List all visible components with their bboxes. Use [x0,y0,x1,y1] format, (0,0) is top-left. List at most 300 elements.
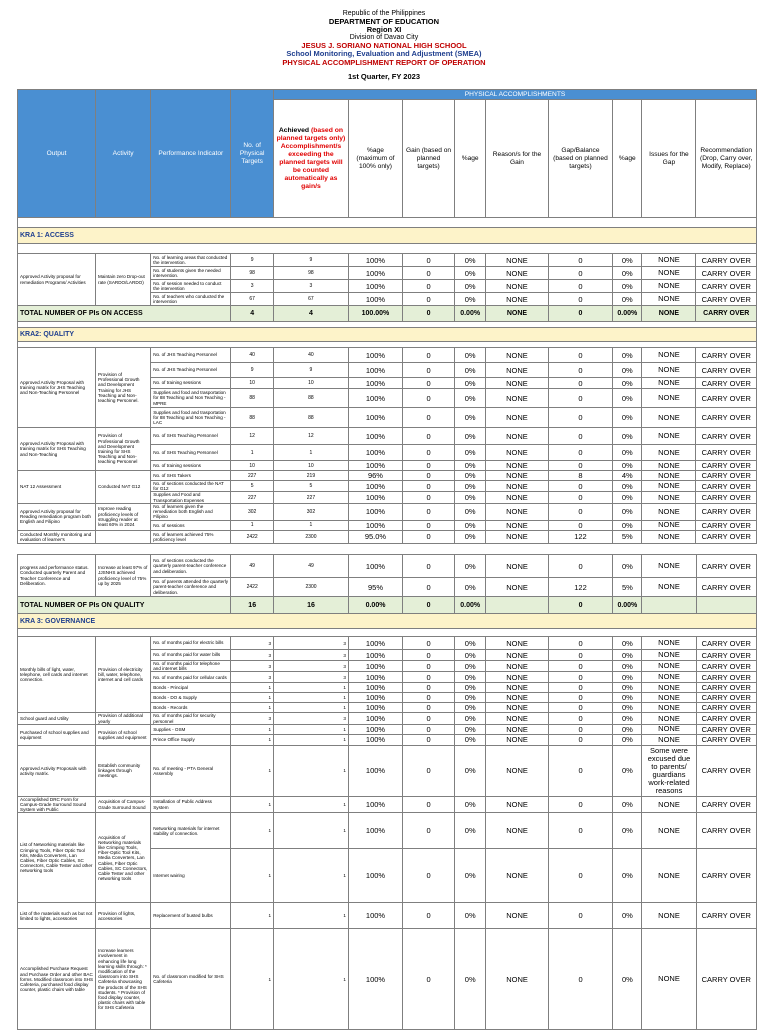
achieved-cell: 3 [274,637,349,650]
gap-cell: 0 [548,481,613,492]
gap-percent-cell: 0% [613,903,642,929]
gain-cell: 0 [403,492,455,503]
indicator-cell: No. of parents attended the quarterly parent-teacher conference and deliberation. [151,578,231,597]
percent-cell: 100% [348,348,402,363]
indicator-cell: Internet wairing [151,849,231,903]
recommendation-cell: CARRY OVER [696,306,757,322]
gap-percent-cell: 0% [613,293,642,306]
gain-percent-cell: 0% [455,703,486,713]
recommendation-cell: CARRY OVER [696,849,756,903]
recommendation-cell: CARRY OVER [696,745,756,796]
gain-percent-cell: 0% [455,254,486,267]
percent-cell: 100% [348,267,402,280]
gap-cell: 0 [548,597,613,614]
achieved-cell: 49 [274,555,349,578]
gap-cell: 0 [548,503,613,520]
gap-cell: 0 [548,363,613,378]
percent-cell: 100% [348,637,402,650]
indicator-cell: No. of JHS Teaching Personnel [151,363,231,378]
output-cell: Approved Activity Proposal with training matrix for JHS Teaching and Non-Teaching Personnel [18,348,96,428]
issues-cell: NONE [642,408,696,428]
output-cell: Purchased of school supplies and equipment [18,724,96,745]
gain-percent-cell: 0% [455,713,486,724]
gain-cell: 0 [403,378,455,389]
gap-percent-cell: 4% [613,471,642,481]
issues-cell: NONE [642,267,696,280]
reason-cell: NONE [486,672,548,683]
issues-cell: NONE [642,389,696,408]
achieved-cell: 88 [273,389,348,408]
targets-cell: 4 [231,306,274,322]
recommendation-cell: CARRY OVER [696,724,756,734]
reason-cell: NONE [486,461,548,471]
gain-percent-cell: 0% [455,745,486,796]
gain-percent-cell: 0% [455,520,486,530]
gain-percent-cell: 0% [455,796,486,813]
recommendation-cell: CARRY OVER [696,348,757,363]
indicator-cell: No. of learners given the remediation both English and Filipino [151,503,231,520]
percent-cell: 100% [348,683,402,693]
percent-cell: 100% [348,796,402,813]
gain-cell: 0 [403,445,455,461]
achieved-cell: 40 [273,348,348,363]
targets-cell: 1 [231,724,274,734]
gain-cell: 0 [403,693,455,703]
achieved-cell: 1 [274,929,349,1030]
percent-cell: 100% [348,254,402,267]
gap-percent-cell: 0% [613,693,642,703]
recommendation-cell: CARRY OVER [696,363,757,378]
targets-cell: 1 [231,929,274,1030]
reason-cell: NONE [486,903,548,929]
gain-percent-cell: 0% [455,408,486,428]
issues-cell: NONE [642,637,696,650]
reason-cell: NONE [486,530,548,543]
percent-cell: 95% [348,578,402,597]
percent-cell: 100% [348,389,402,408]
issues-cell: NONE [642,683,696,693]
gap-cell: 0 [548,520,613,530]
issues-cell: NONE [642,849,696,903]
gap-percent-cell: 0% [613,254,642,267]
kra1-label: KRA 1: ACCESS [18,228,757,244]
gain-cell: 0 [403,745,455,796]
targets-cell: 12 [231,428,274,445]
recommendation-cell: CARRY OVER [696,520,757,530]
gain-cell: 0 [403,637,455,650]
recommendation-cell [696,597,756,614]
col-recommend: Recommendation (Drop, Carry over, Modify, Replace) [696,100,757,218]
issues-cell [642,597,696,614]
recommendation-cell: CARRY OVER [696,492,757,503]
achieved-cell: 1 [273,520,348,530]
indicator-cell: No. of SHS Teaching Personnel [151,445,231,461]
targets-cell: 1 [231,849,274,903]
achieved-cell: 12 [273,428,348,445]
achieved-cell: 10 [273,378,348,389]
recommendation-cell: CARRY OVER [696,408,757,428]
school-name: JESUS J. SORIANO NATIONAL HIGH SCHOOL [301,41,467,50]
percent-cell: 100% [348,293,402,306]
table-row [18,637,757,650]
indicator-cell: No. of learners achieved 75% proficiency level [151,530,231,543]
issues-cell: NONE [642,378,696,389]
gain-percent-cell: 0.00% [455,597,486,614]
reason-cell: NONE [486,492,548,503]
gap-percent-cell: 0% [613,389,642,408]
indicator-cell: Supplies and food and trasportation for 88 Teaching and Non Teaching - MPRE [151,389,231,408]
gain-cell: 0 [403,530,455,543]
recommendation-cell: CARRY OVER [696,481,757,492]
reason-cell: NONE [486,929,548,1030]
indicator-cell: No. of SHS Teaching Personnel [151,428,231,445]
recommendation-cell: CARRY OVER [696,378,757,389]
gain-cell: 0 [403,267,455,280]
activity-cell: Provision of Professional Growth and Development Training for JHS Teaching and Non-teaching Personnel. [96,348,151,428]
targets-cell: 67 [231,293,274,306]
percent-cell: 100% [348,745,402,796]
gain-percent-cell: 0% [455,683,486,693]
table-row [18,428,757,445]
achieved-cell: 1 [274,903,349,929]
gain-percent-cell: 0% [455,293,486,306]
indicator-cell: No. of teachers who conducted the intervention [151,293,231,306]
output-cell: School guard and Utility [18,713,96,724]
percent-cell: 100% [348,445,402,461]
percent-cell: 100% [348,280,402,293]
output-cell: NAT 12 Assessment [18,471,96,504]
reason-cell: NONE [486,408,548,428]
activity-cell: Provision of Professional Growth and Development training for SHS Teaching and Non-teaching Personnel [96,428,151,471]
targets-cell: 1 [231,683,274,693]
table-row [18,471,757,481]
gap-cell: 0 [548,796,613,813]
percent-cell: 100% [348,520,402,530]
recommendation-cell: CARRY OVER [696,254,757,267]
gap-percent-cell: 0% [613,520,642,530]
col-targets: No. of Physical Targets [231,90,274,218]
achieved-cell: 3 [273,280,348,293]
report-quarter: 1st Quarter, FY 2023 [348,72,420,81]
indicator-cell: No. of sessions [151,520,231,530]
issues-cell: NONE [642,445,696,461]
achieved-cell: 67 [273,293,348,306]
reason-cell: NONE [486,471,548,481]
division-line: Division of Davao City [349,34,419,41]
gap-cell: 0 [548,734,613,745]
gain-cell: 0 [403,672,455,683]
reason-cell: NONE [486,267,548,280]
reason-cell: NONE [486,503,548,520]
achieved-cell: 10 [273,461,348,471]
gap-percent-cell: 0% [613,703,642,713]
total-row [18,306,757,322]
output-cell: Approved Activity Proposal with training matrix for SHS Teaching and Non-Teaching [18,428,96,471]
gain-percent-cell: 0% [455,813,486,849]
col-pct1: %age (maximum of 100% only) [348,100,402,218]
gap-cell: 0 [548,903,613,929]
targets-cell: 49 [231,555,274,578]
indicator-cell: Bonds - Principal [151,683,231,693]
recommendation-cell: CARRY OVER [696,578,756,597]
gap-percent-cell: 5% [613,530,642,543]
gain-percent-cell: 0% [455,471,486,481]
targets-cell: 2422 [231,530,274,543]
gap-cell: 0 [548,683,613,693]
issues-cell: NONE [642,520,696,530]
gain-cell: 0 [403,428,455,445]
reason-cell: NONE [486,661,548,672]
gap-percent-cell: 0% [613,503,642,520]
table-row [18,254,757,267]
gain-percent-cell: 0% [455,693,486,703]
indicator-cell: No. of months paid for water bills [151,650,231,661]
indicator-cell: Supplies and food and trasportation for 88 Teaching and Non Teaching - LAC [151,408,231,428]
recommendation-cell: CARRY OVER [696,713,756,724]
gap-percent-cell: 0% [613,408,642,428]
issues-cell: NONE [642,363,696,378]
reason-cell: NONE [486,378,548,389]
achieved-cell: 1 [274,693,349,703]
gap-cell: 0 [548,849,613,903]
output-cell: List of the materials such as but not limited to lights, accessories [18,903,96,929]
percent-cell: 100% [348,724,402,734]
gain-percent-cell: 0% [455,734,486,745]
achieved-cell: 1 [274,734,349,745]
achieved-cell: 3 [274,672,349,683]
gain-cell: 0 [403,650,455,661]
targets-cell: 3 [231,672,274,683]
gain-cell: 0 [403,724,455,734]
gap-cell: 122 [548,530,613,543]
gap-percent-cell: 0% [613,745,642,796]
recommendation-cell: CARRY OVER [696,813,756,849]
issues-cell: NONE [642,661,696,672]
recommendation-cell: CARRY OVER [696,929,756,1030]
gap-percent-cell: 0% [613,428,642,445]
gain-cell: 0 [403,306,455,322]
gap-percent-cell: 0% [613,363,642,378]
gap-percent-cell: 0% [613,650,642,661]
gap-cell: 122 [548,578,613,597]
recommendation-cell: CARRY OVER [696,734,756,745]
issues-cell: NONE [642,461,696,471]
recommendation-cell: CARRY OVER [696,703,756,713]
gap-percent-cell: 0% [613,267,642,280]
indicator-cell: No. of meeting - PTA General Assembly [151,745,231,796]
table-row [18,724,757,734]
gain-percent-cell: 0% [455,849,486,903]
gap-cell: 0 [548,555,613,578]
gain-cell: 0 [403,389,455,408]
indicator-cell: No. of learning areas that conducted the intervention. [151,254,231,267]
gap-percent-cell: 0% [613,555,642,578]
gain-percent-cell: 0% [455,578,486,597]
percent-cell: 100% [348,650,402,661]
col-gap: Gap/Balance (based on planned targets) [548,100,613,218]
targets-cell: 2422 [231,578,274,597]
gain-percent-cell: 0% [455,929,486,1030]
indicator-cell: No. of sections conducted the quarterly parent-teacher conference and deliberation. [151,555,231,578]
issues-cell: NONE [642,254,696,267]
reason-cell: NONE [486,555,548,578]
indicator-cell: Bonds - Records [151,703,231,713]
gain-percent-cell: 0% [455,378,486,389]
recommendation-cell: CARRY OVER [696,428,757,445]
gain-percent-cell: 0% [455,903,486,929]
recommendation-cell: CARRY OVER [696,503,757,520]
issues-cell: NONE [642,693,696,703]
indicator-cell: Networking materials for internet stability of connection. [151,813,231,849]
achieved-cell: 1 [274,796,349,813]
achieved-cell: 1 [274,849,349,903]
gain-cell: 0 [403,254,455,267]
activity-cell: Acquisition of Campus-Grade Surround Sound [96,796,151,813]
output-cell: Accomplished Purchase Request and Purchase Order and other BAC forms. Modified classroom into SHS Cafeteria, purchased food display counter, plastic chairs with table [18,929,96,1030]
gain-percent-cell: 0% [455,530,486,543]
recommendation-cell: CARRY OVER [696,471,757,481]
gain-cell: 0 [403,503,455,520]
gap-percent-cell: 0% [613,661,642,672]
indicator-cell: Bonds - DO & Supply [151,693,231,703]
percent-cell: 100% [348,849,402,903]
recommendation-cell: CARRY OVER [696,650,756,661]
percent-cell: 100% [348,703,402,713]
col-group: PHYSICAL ACCOMPLISHMENTS [273,90,756,100]
reason-cell: NONE [486,849,548,903]
output-cell: Approved Activity proposal for Reading remediation program both English and Filipino [18,503,96,530]
targets-cell: 3 [231,637,274,650]
gain-percent-cell: 0% [455,672,486,683]
targets-cell: 98 [231,267,274,280]
recommendation-cell: CARRY OVER [696,683,756,693]
issues-cell: NONE [642,555,696,578]
issues-cell: NONE [642,796,696,813]
reason-cell: NONE [486,254,548,267]
issues-cell: NONE [642,578,696,597]
issues-cell: NONE [642,650,696,661]
reason-cell: NONE [486,293,548,306]
percent-cell: 100% [348,672,402,683]
percent-cell: 100% [348,903,402,929]
table-row [18,713,757,724]
gap-percent-cell: 0% [613,445,642,461]
total-label: TOTAL NUMBER OF PIs ON ACCESS [18,306,231,322]
gain-percent-cell: 0% [455,555,486,578]
col-achieved: Achieved (based on planned targets only) Accomplishment/s exceeding the planned targets will be counted automatically as gain/s [273,100,348,218]
reason-cell: NONE [486,363,548,378]
reason-cell: NONE [486,693,548,703]
targets-cell: 3 [231,661,274,672]
gain-percent-cell: 0% [455,280,486,293]
indicator-cell: Replacement of busted bulbs [151,903,231,929]
col-reason: Reason/s for the Gain [486,100,548,218]
targets-cell: 88 [231,389,274,408]
targets-cell: 1 [231,813,274,849]
gain-percent-cell: 0% [455,481,486,492]
output-cell: progress and performance status. Conducted quarterly Parent and Teacher Conference and Deliberation. [18,555,96,597]
gain-cell: 0 [403,683,455,693]
output-cell: Approved Activity proposal for remediation Programs/ Activities [18,254,96,306]
percent-cell: 100% [348,408,402,428]
percent-cell: 100% [348,461,402,471]
gap-cell: 0 [548,445,613,461]
reason-cell: NONE [486,724,548,734]
achieved-cell: 1 [274,745,349,796]
percent-cell: 100% [348,428,402,445]
indicator-cell: No. of months paid for telephone and internet bills [151,661,231,672]
table-row [18,745,757,796]
reason-cell: NONE [486,745,548,796]
gap-percent-cell: 0% [613,378,642,389]
gain-cell: 0 [403,481,455,492]
issues-cell: NONE [642,672,696,683]
col-indicator: Performance Indicator [151,90,231,218]
gain-cell: 0 [403,348,455,363]
gap-cell: 0 [548,813,613,849]
gain-cell: 0 [403,363,455,378]
col-issues: Issues for the Gap [642,100,696,218]
activity-cell: Provision of additional yearly [96,713,151,724]
indicator-cell: Installation of Public Address System [151,796,231,813]
col-pct3: %age [613,100,642,218]
reason-cell: NONE [486,389,548,408]
activity-cell: Improve reading proficiency levels of struggling reader at least 60% in 2024 [96,503,151,530]
indicator-cell: Supplies - OSM [151,724,231,734]
reason-cell: NONE [486,520,548,530]
recommendation-cell: CARRY OVER [696,661,756,672]
gain-cell: 0 [403,520,455,530]
gain-cell: 0 [403,929,455,1030]
targets-cell: 1 [231,703,274,713]
reason-cell: NONE [486,683,548,693]
percent-cell: 100% [348,492,402,503]
activity-cell: Provision of school supplies and equipment [96,724,151,745]
targets-cell: 227 [231,492,274,503]
gap-cell: 0 [548,745,613,796]
indicator-cell: No. of students given the needed intervention. [151,267,231,280]
gap-percent-cell: 0% [613,492,642,503]
issues-cell: NONE [642,724,696,734]
indicator-cell: No. of training sessions [151,461,231,471]
targets-cell: 3 [231,713,274,724]
table-row [18,503,757,520]
table-row [18,796,757,813]
gap-cell: 0 [548,306,613,322]
table-row [18,813,757,849]
issues-cell: NONE [642,293,696,306]
percent-cell: 100% [348,378,402,389]
output-cell: Monthly bills of light, water, telephone, cell cards and internet connection. [18,637,96,713]
total-row [18,597,757,614]
achieved-cell: 98 [273,267,348,280]
achieved-cell: 1 [273,445,348,461]
recommendation-cell: CARRY OVER [696,693,756,703]
indicator-cell: No. of training sessions [151,378,231,389]
gain-percent-cell: 0.00% [455,306,486,322]
gain-cell: 0 [403,471,455,481]
gain-cell: 0 [403,813,455,849]
achieved-cell: 88 [273,408,348,428]
reason-cell: NONE [486,306,548,322]
gap-cell: 0 [548,389,613,408]
table-row [18,903,757,929]
targets-cell: 16 [231,597,274,614]
output-cell: List of Networking materials like Crimping Tools, Fiber Optic Tool Kits, Media Converters, Lan Cables, Fiber Optic Cables, SC Connectors, Cable Tester and other networking tools [18,813,96,903]
achieved-cell: 5 [273,481,348,492]
issues-cell: NONE [642,428,696,445]
achieved-cell: 227 [273,492,348,503]
